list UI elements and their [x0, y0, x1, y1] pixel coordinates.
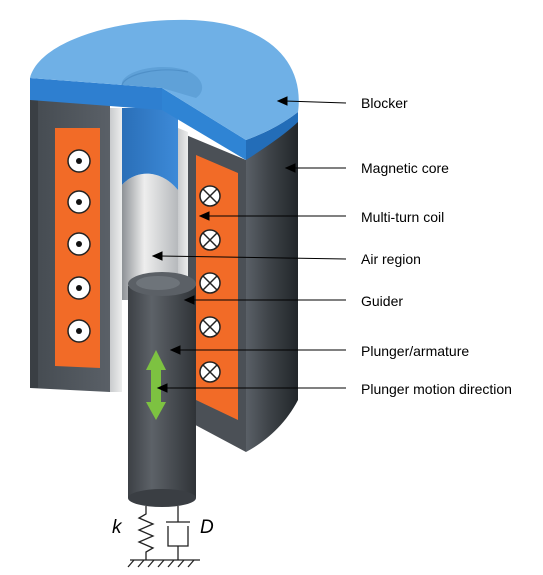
cross-symbol: [200, 273, 220, 293]
ground-icon: [128, 560, 200, 567]
guider-left-sleeve: [110, 108, 122, 392]
dot-symbol: [68, 191, 90, 213]
cross-symbol: [200, 230, 220, 250]
spring-constant-symbol: k: [112, 517, 122, 538]
spring-icon: [139, 506, 153, 560]
spring-damper: [128, 506, 200, 567]
label-magnetic-core: Magnetic core: [361, 160, 449, 176]
dot-symbol: [68, 150, 90, 172]
dot-symbol: [68, 233, 90, 255]
cross-symbol: [200, 186, 220, 206]
dot-symbol: [68, 277, 90, 299]
plunger-body: [128, 286, 196, 498]
label-air-region: Air region: [361, 251, 421, 267]
label-motion-direction: Plunger motion direction: [361, 381, 512, 397]
label-blocker: Blocker: [361, 95, 408, 111]
label-multi-turn-coil: Multi-turn coil: [361, 209, 445, 225]
label-guider: Guider: [361, 293, 404, 309]
damping-constant-symbol: D: [200, 517, 214, 538]
dot-symbol: [68, 320, 90, 342]
leader-core: [286, 164, 346, 172]
core-edge-shade: [30, 100, 38, 388]
label-plunger: Plunger/armature: [361, 343, 470, 359]
plunger-top-highlight: [136, 276, 180, 290]
damper-icon: [166, 506, 190, 560]
cross-symbol: [200, 317, 220, 337]
cross-symbol: [200, 362, 220, 382]
plunger-bottom-cap: [128, 489, 196, 507]
